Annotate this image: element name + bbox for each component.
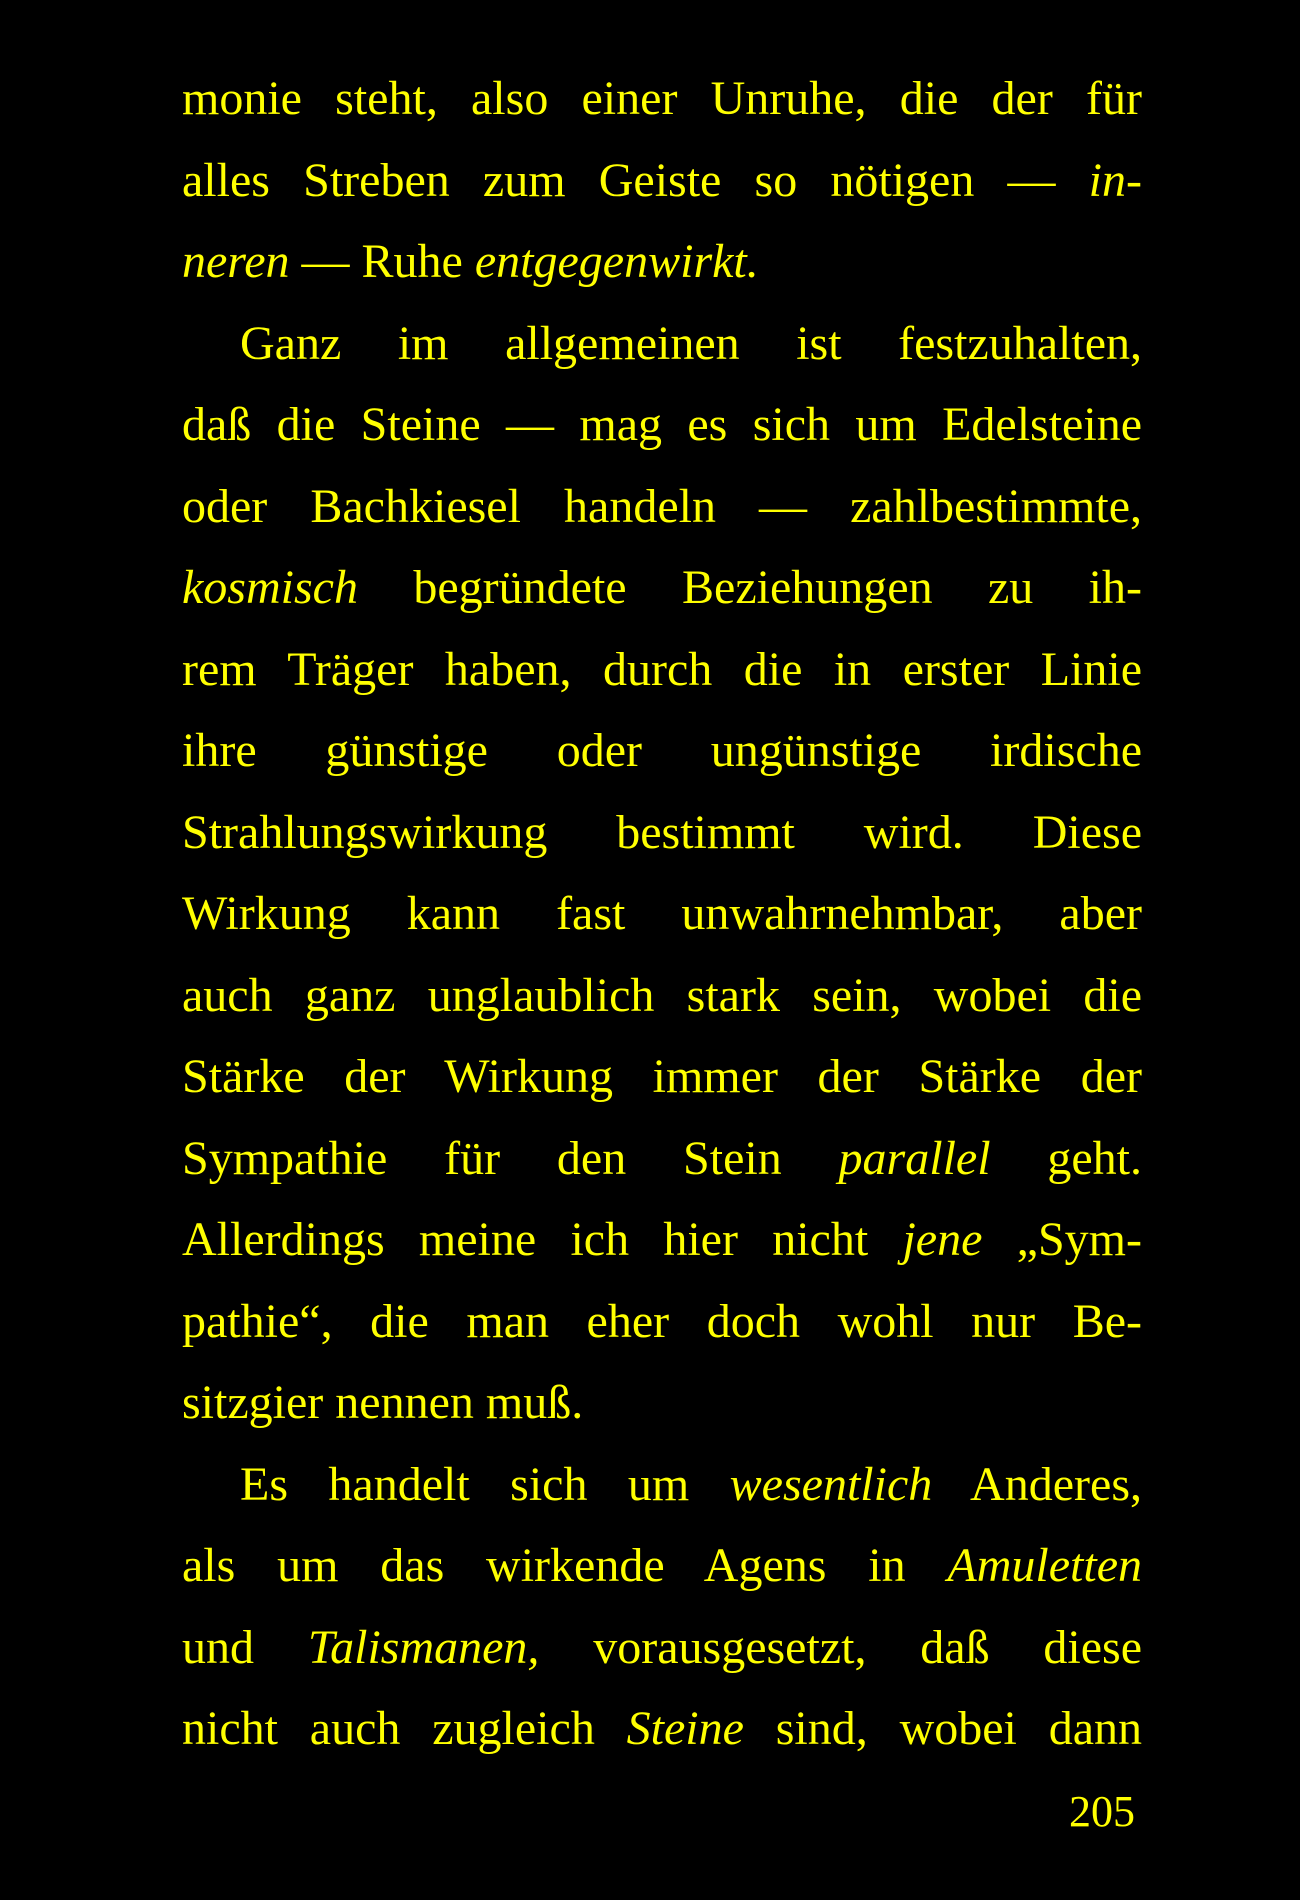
page-number: 205	[1069, 1787, 1135, 1836]
text-line	[182, 792, 1142, 874]
italic-text: jene	[902, 1213, 983, 1266]
text-line	[182, 547, 1142, 629]
text-segment: „Sym-	[982, 1213, 1142, 1266]
text-line	[182, 466, 1142, 548]
text-segment: Stärke der Wirkung immer der Stärke der	[182, 1050, 1142, 1103]
italic-text: Talismanen,	[307, 1620, 540, 1674]
text-segment: Strahlungswirkung bestimmt wird. Diese	[182, 805, 1142, 859]
text-segment: Anderes,	[932, 1457, 1142, 1511]
italic-text: neren	[182, 235, 290, 288]
text-line	[182, 1118, 1142, 1200]
text-line	[182, 710, 1142, 792]
text-line	[182, 221, 1142, 303]
text-line	[182, 140, 1142, 222]
text-segment: begründete Beziehungen zu ih-	[357, 561, 1142, 614]
text-segment: — Ruhe	[289, 235, 475, 288]
text-segment: Sympathie für den Stein	[182, 1131, 839, 1185]
text-line	[182, 629, 1142, 711]
text-line	[182, 1688, 1142, 1770]
text-segment: vorausgesetzt, daß diese	[539, 1620, 1142, 1674]
text-segment: und	[182, 1620, 308, 1674]
text-segment: Allerdings meine ich hier nicht	[182, 1213, 903, 1266]
text-line	[182, 58, 1142, 140]
italic-text: wesentlich	[729, 1457, 933, 1511]
text-segment: pathie“, die man eher doch wohl nur Be-	[182, 1294, 1142, 1348]
text-segment: daß die Steine — mag es sich um Edelsteine	[182, 398, 1142, 451]
text-line	[182, 1281, 1142, 1363]
text-line	[182, 303, 1142, 385]
text-line	[182, 1525, 1142, 1607]
italic-text: Steine	[626, 1702, 744, 1755]
italic-text: parallel	[838, 1131, 991, 1185]
italic-text: entgegenwirkt.	[474, 235, 759, 288]
italic-text: in-	[1088, 153, 1142, 207]
text-line	[182, 873, 1142, 955]
text-segment: ihre günstige oder ungünstige irdische	[182, 724, 1142, 777]
text-segment: oder Bachkiesel handeln — zahlbestimmte,	[182, 479, 1142, 533]
italic-text: kosmisch	[182, 561, 358, 614]
body-text	[182, 58, 1142, 1770]
text-line	[182, 1036, 1142, 1118]
text-segment: nicht auch zugleich	[182, 1702, 627, 1755]
text-segment: Es handelt sich um	[240, 1457, 730, 1511]
text-segment: als um das wirkende Agens in	[182, 1539, 948, 1592]
text-segment: Ganz im allgemeinen ist festzuhalten,	[240, 316, 1142, 370]
text-segment: Wirkung kann fast unwahrnehmbar, aber	[182, 887, 1142, 940]
text-line	[182, 955, 1142, 1037]
text-segment: rem Träger haben, durch die in erster Linie	[182, 642, 1142, 696]
text-line	[182, 1607, 1142, 1689]
text-line	[182, 384, 1142, 466]
text-line	[182, 1362, 1142, 1444]
text-segment: monie steht, also einer Unruhe, die der für	[182, 72, 1142, 125]
text-line	[182, 1199, 1142, 1281]
text-segment: auch ganz unglaublich stark sein, wobei die	[182, 968, 1142, 1022]
text-segment: sitzgier nennen muß.	[182, 1376, 584, 1429]
text-segment: geht.	[990, 1131, 1143, 1185]
text-line	[182, 1444, 1142, 1526]
text-segment: sind, wobei dann	[743, 1702, 1143, 1755]
text-segment: alles Streben zum Geiste so nötigen —	[182, 153, 1089, 207]
italic-text: Amuletten	[947, 1539, 1142, 1592]
